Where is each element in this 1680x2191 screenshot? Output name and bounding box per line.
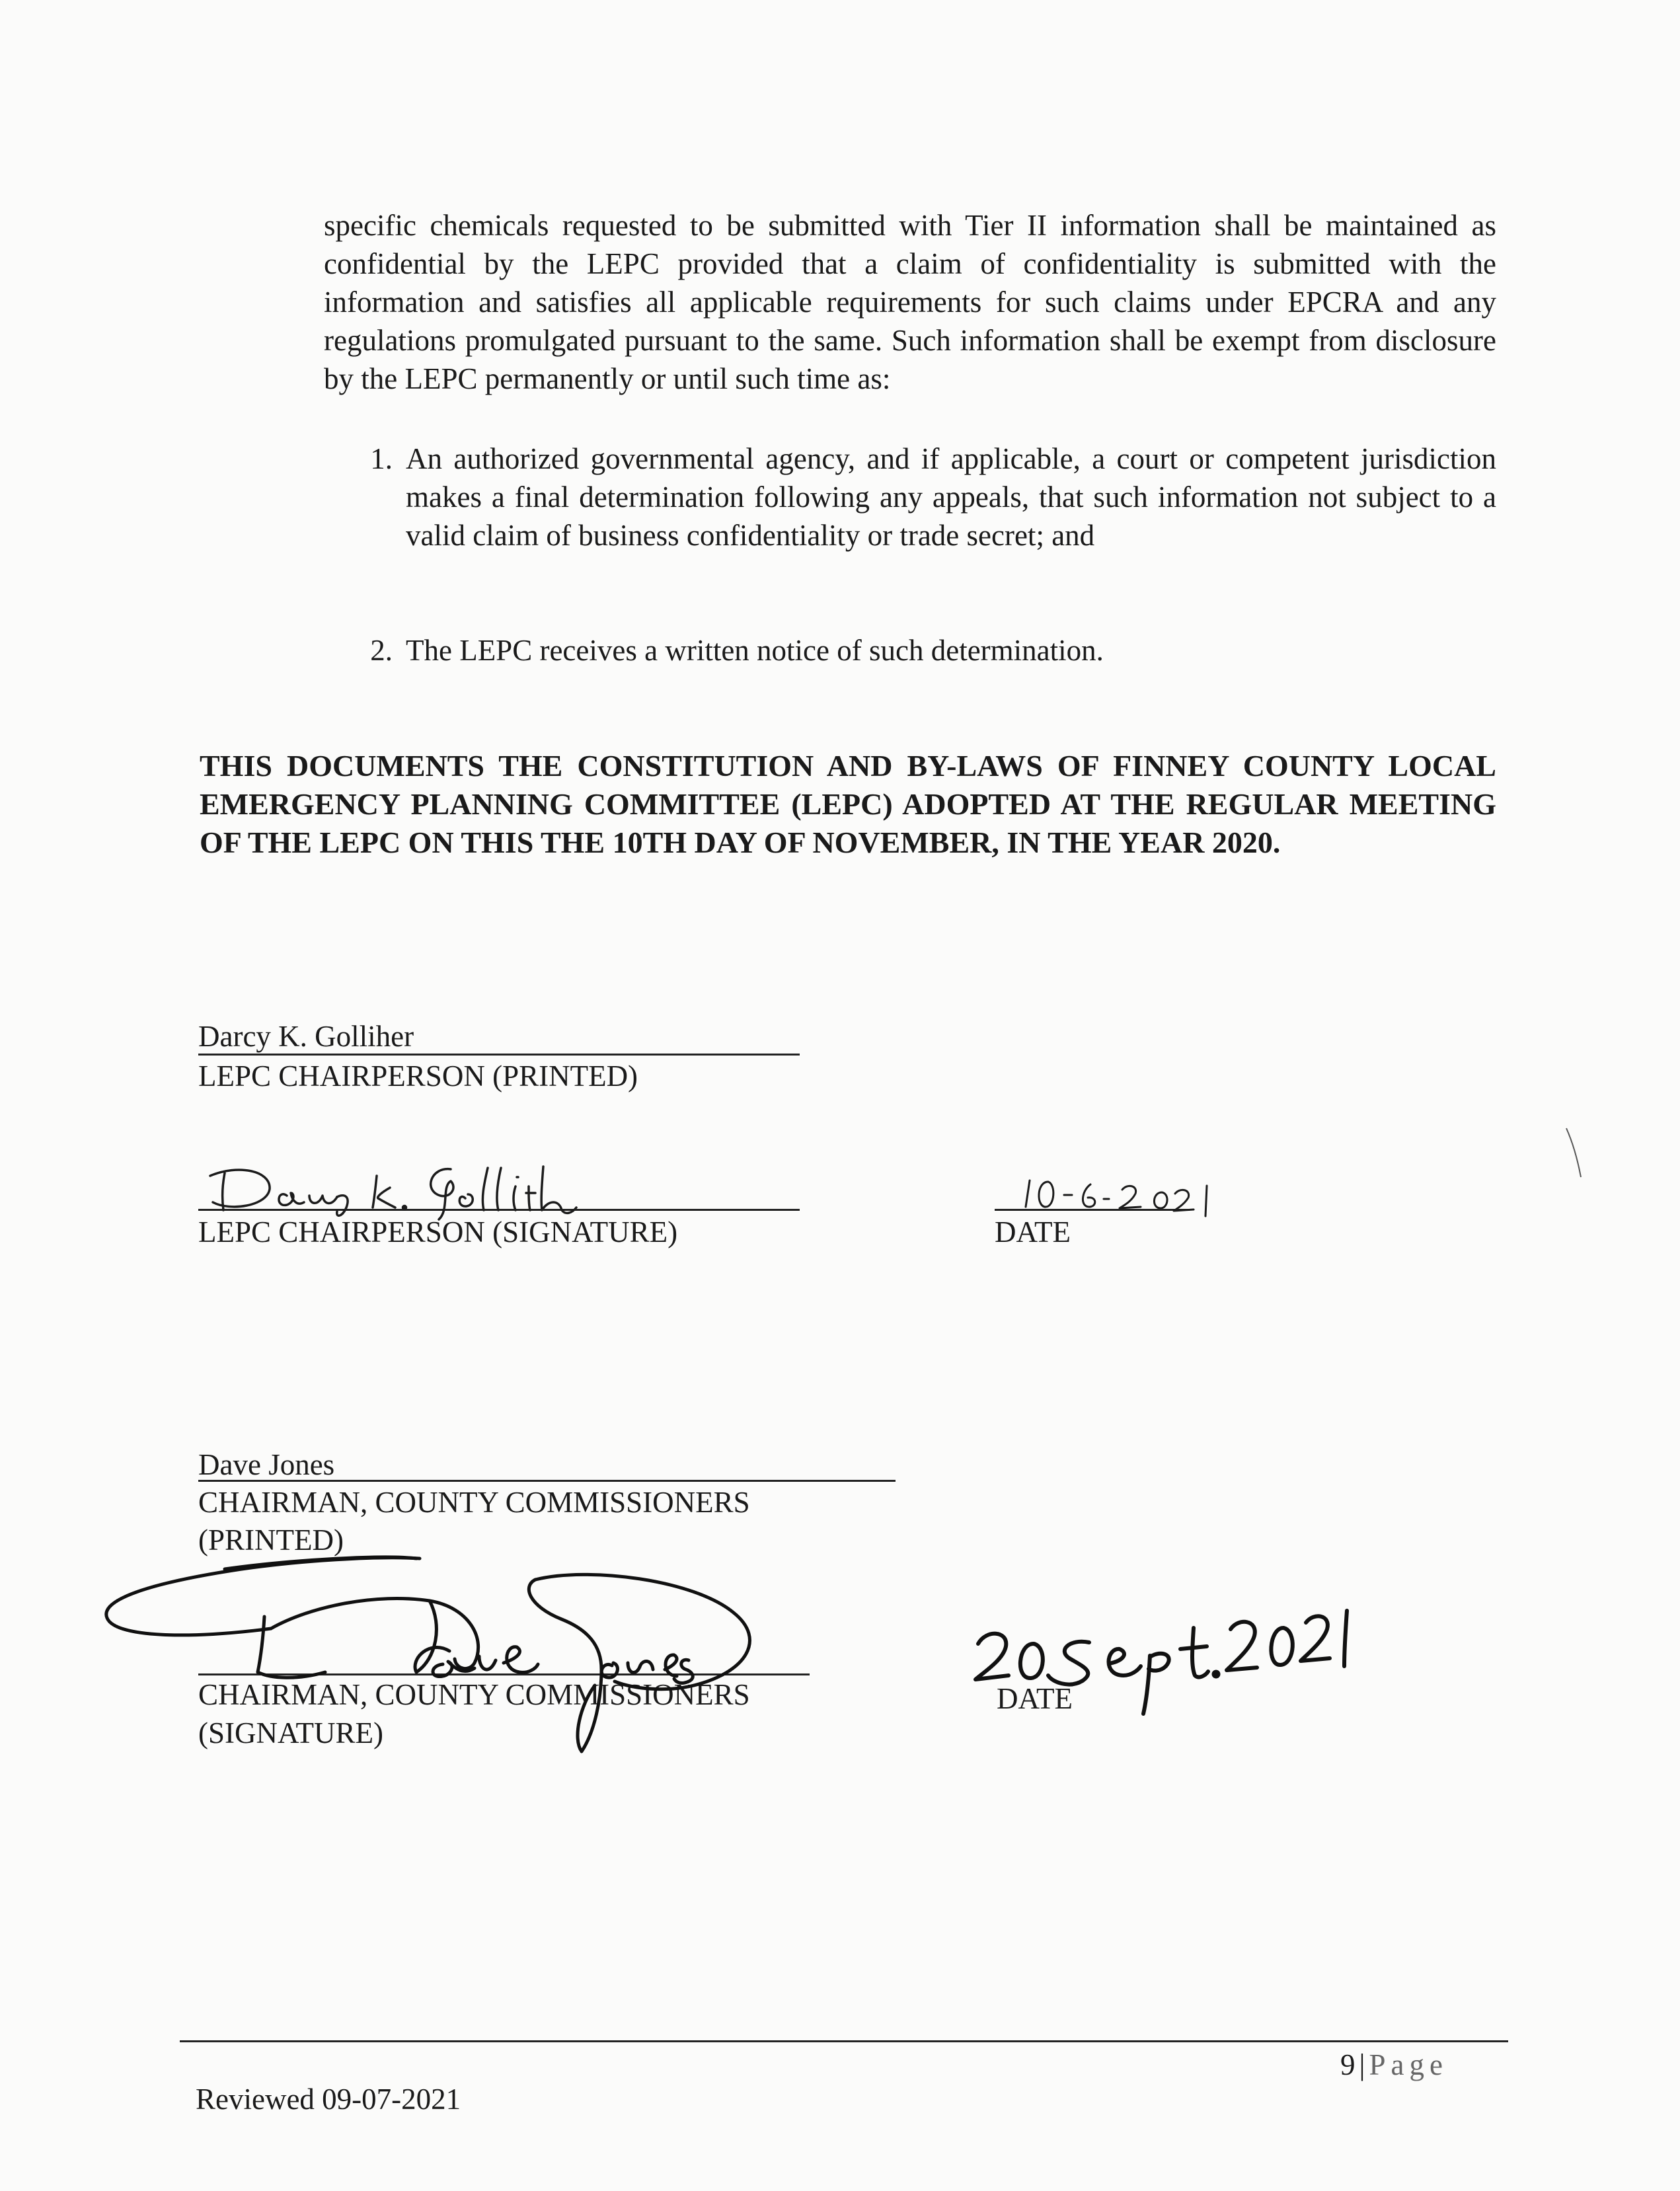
list-item-number: 1. [370, 442, 393, 475]
page-word: Page [1369, 2048, 1448, 2081]
list-item-number: 2. [370, 634, 393, 667]
commission-printed-name: Dave Jones [198, 1448, 335, 1481]
lepc-date-label: DATE [995, 1215, 1071, 1249]
commission-printed-label-line1: CHAIRMAN, COUNTY COMMISSIONERS [198, 1486, 750, 1519]
page-number-value: 9 [1340, 2048, 1355, 2081]
list-item-text: An authorized governmental agency, and if applicable, a court or competent jurisdiction makes a final determination following any appeals, that such information not subject to a valid claim of business confidentiality or trade secret; and [406, 442, 1496, 552]
commission-signature-label-line1: CHAIRMAN, COUNTY COMMISSIONERS [198, 1678, 750, 1711]
lepc-printed-label: LEPC CHAIRPERSON (PRINTED) [198, 1059, 638, 1093]
page-number [1340, 2046, 1448, 2083]
commission-date-label: DATE [997, 1682, 1073, 1715]
lepc-signature-label: LEPC CHAIRPERSON (SIGNATURE) [198, 1215, 678, 1249]
list-item-text: The LEPC receives a written notice of such determination. [406, 634, 1104, 667]
footer-rule [180, 2040, 1508, 2042]
list-item [353, 440, 1496, 598]
adoption-statement: THIS DOCUMENTS THE CONSTITUTION AND BY-LAWS OF FINNEY COUNTY LOCAL EMERGENCY PLANNING COMMITTEE (LEPC) ADOPTED AT THE REGULAR MEETING OF THE LEPC ON THIS THE 10TH DAY OF NOVEMBER, IN THE YEAR 2020. [200, 749, 1496, 859]
commission-handwritten-signature [99, 1540, 780, 1765]
page-number-separator: | [1359, 2048, 1365, 2081]
lepc-printed-name-line [198, 1054, 800, 1056]
commission-printed-name-line [198, 1480, 896, 1482]
commission-signature-label-line2: (SIGNATURE) [198, 1716, 383, 1749]
lepc-printed-name: Darcy K. Golliher [198, 1020, 414, 1053]
scan-mark [1565, 1127, 1585, 1180]
commission-printed-label-line2: (PRINTED) [198, 1523, 344, 1557]
lepc-handwritten-signature [198, 1147, 608, 1219]
confidentiality-paragraph: specific chemicals requested to be submitted with Tier II information shall be maintained as confidential by the LEPC provided that a claim of confidentiality is submitted with the information and satisfies all applicable requirements for such claims under EPCRA and any regulations promulgated pursuant to the same. Such information shall be exempt from disclosure by the LEPC permanently or until such time as: [324, 209, 1496, 395]
reviewed-date: Reviewed 09-07-2021 [196, 2083, 461, 2116]
list-item [353, 631, 1496, 671]
